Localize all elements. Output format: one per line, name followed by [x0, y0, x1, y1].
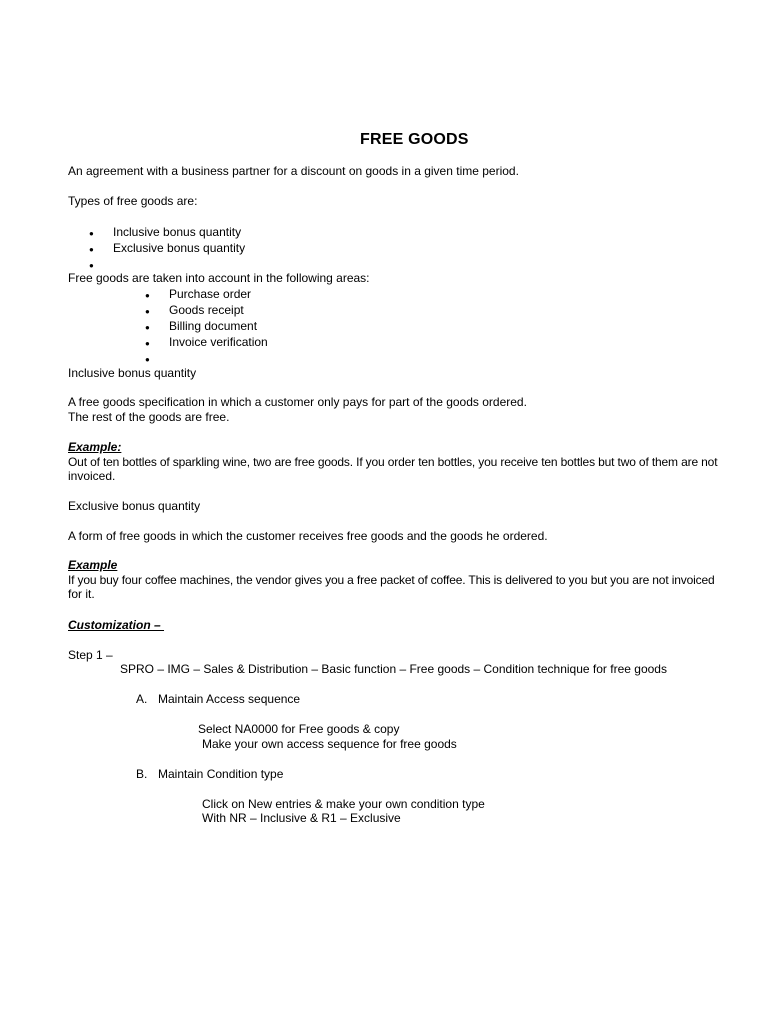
bullet-icon: ●	[145, 291, 150, 300]
customization-heading: Customization –	[68, 618, 165, 632]
list-item: Inclusive bonus quantity	[113, 225, 242, 239]
step-1-path: SPRO – IMG – Sales & Distribution – Basic function – Free goods – Condition technique for free goods	[120, 662, 667, 676]
areas-heading: Free goods are taken into account in the following areas:	[68, 271, 370, 285]
exclusive-desc: A form of free goods in which the customer receives free goods and the goods he ordered.	[68, 529, 548, 543]
step-b-marker: B.	[136, 767, 148, 781]
bullet-icon: ●	[145, 339, 150, 348]
inclusive-desc-1: A free goods specification in which a customer only pays for part of the goods ordered.	[68, 395, 527, 409]
step-1-label: Step 1 –	[68, 648, 113, 662]
step-a-marker: A.	[136, 692, 148, 706]
list-item: Billing document	[169, 319, 258, 333]
step-b-label: Maintain Condition type	[158, 767, 284, 781]
page-title: FREE GOODS	[360, 131, 469, 148]
step-a-line-2: Make your own access sequence for free goods	[202, 737, 457, 751]
inclusive-example-line-1: Out of ten bottles of sparkling wine, two are free goods. If you order ten bottles, you receive ten bottles but two of them are not	[68, 455, 718, 469]
list-item: Purchase order	[169, 287, 252, 301]
bullet-icon: ●	[145, 323, 150, 332]
inclusive-heading: Inclusive bonus quantity	[68, 366, 197, 380]
bullet-icon: ●	[89, 261, 94, 270]
bullet-icon: ●	[89, 245, 94, 254]
list-item: Goods receipt	[169, 303, 244, 317]
bullet-icon: ●	[89, 229, 94, 238]
intro-text: An agreement with a business partner for a discount on goods in a given time period.	[68, 164, 519, 178]
inclusive-desc-2: The rest of the goods are free.	[68, 410, 230, 424]
exclusive-example-line-2: for it.	[68, 587, 95, 601]
step-b-line-1: Click on New entries & make your own condition type	[202, 797, 485, 811]
exclusive-heading: Exclusive bonus quantity	[68, 499, 201, 513]
bullet-icon: ●	[145, 355, 150, 364]
list-item: Invoice verification	[169, 335, 268, 349]
exclusive-example-label: Example	[68, 558, 118, 572]
step-b-line-2: With NR – Inclusive & R1 – Exclusive	[202, 811, 401, 825]
types-heading: Types of free goods are:	[68, 194, 198, 208]
exclusive-example-line-1: If you buy four coffee machines, the vendor gives you a free packet of coffee. This is delivered to you but you are not invoiced	[68, 573, 715, 587]
step-a-line-1: Select NA0000 for Free goods & copy	[198, 722, 400, 736]
inclusive-example-line-2: invoiced.	[68, 469, 116, 483]
list-item: Exclusive bonus quantity	[113, 241, 246, 255]
step-a-label: Maintain Access sequence	[158, 692, 301, 706]
inclusive-example-label: Example:	[68, 440, 122, 454]
bullet-icon: ●	[145, 307, 150, 316]
